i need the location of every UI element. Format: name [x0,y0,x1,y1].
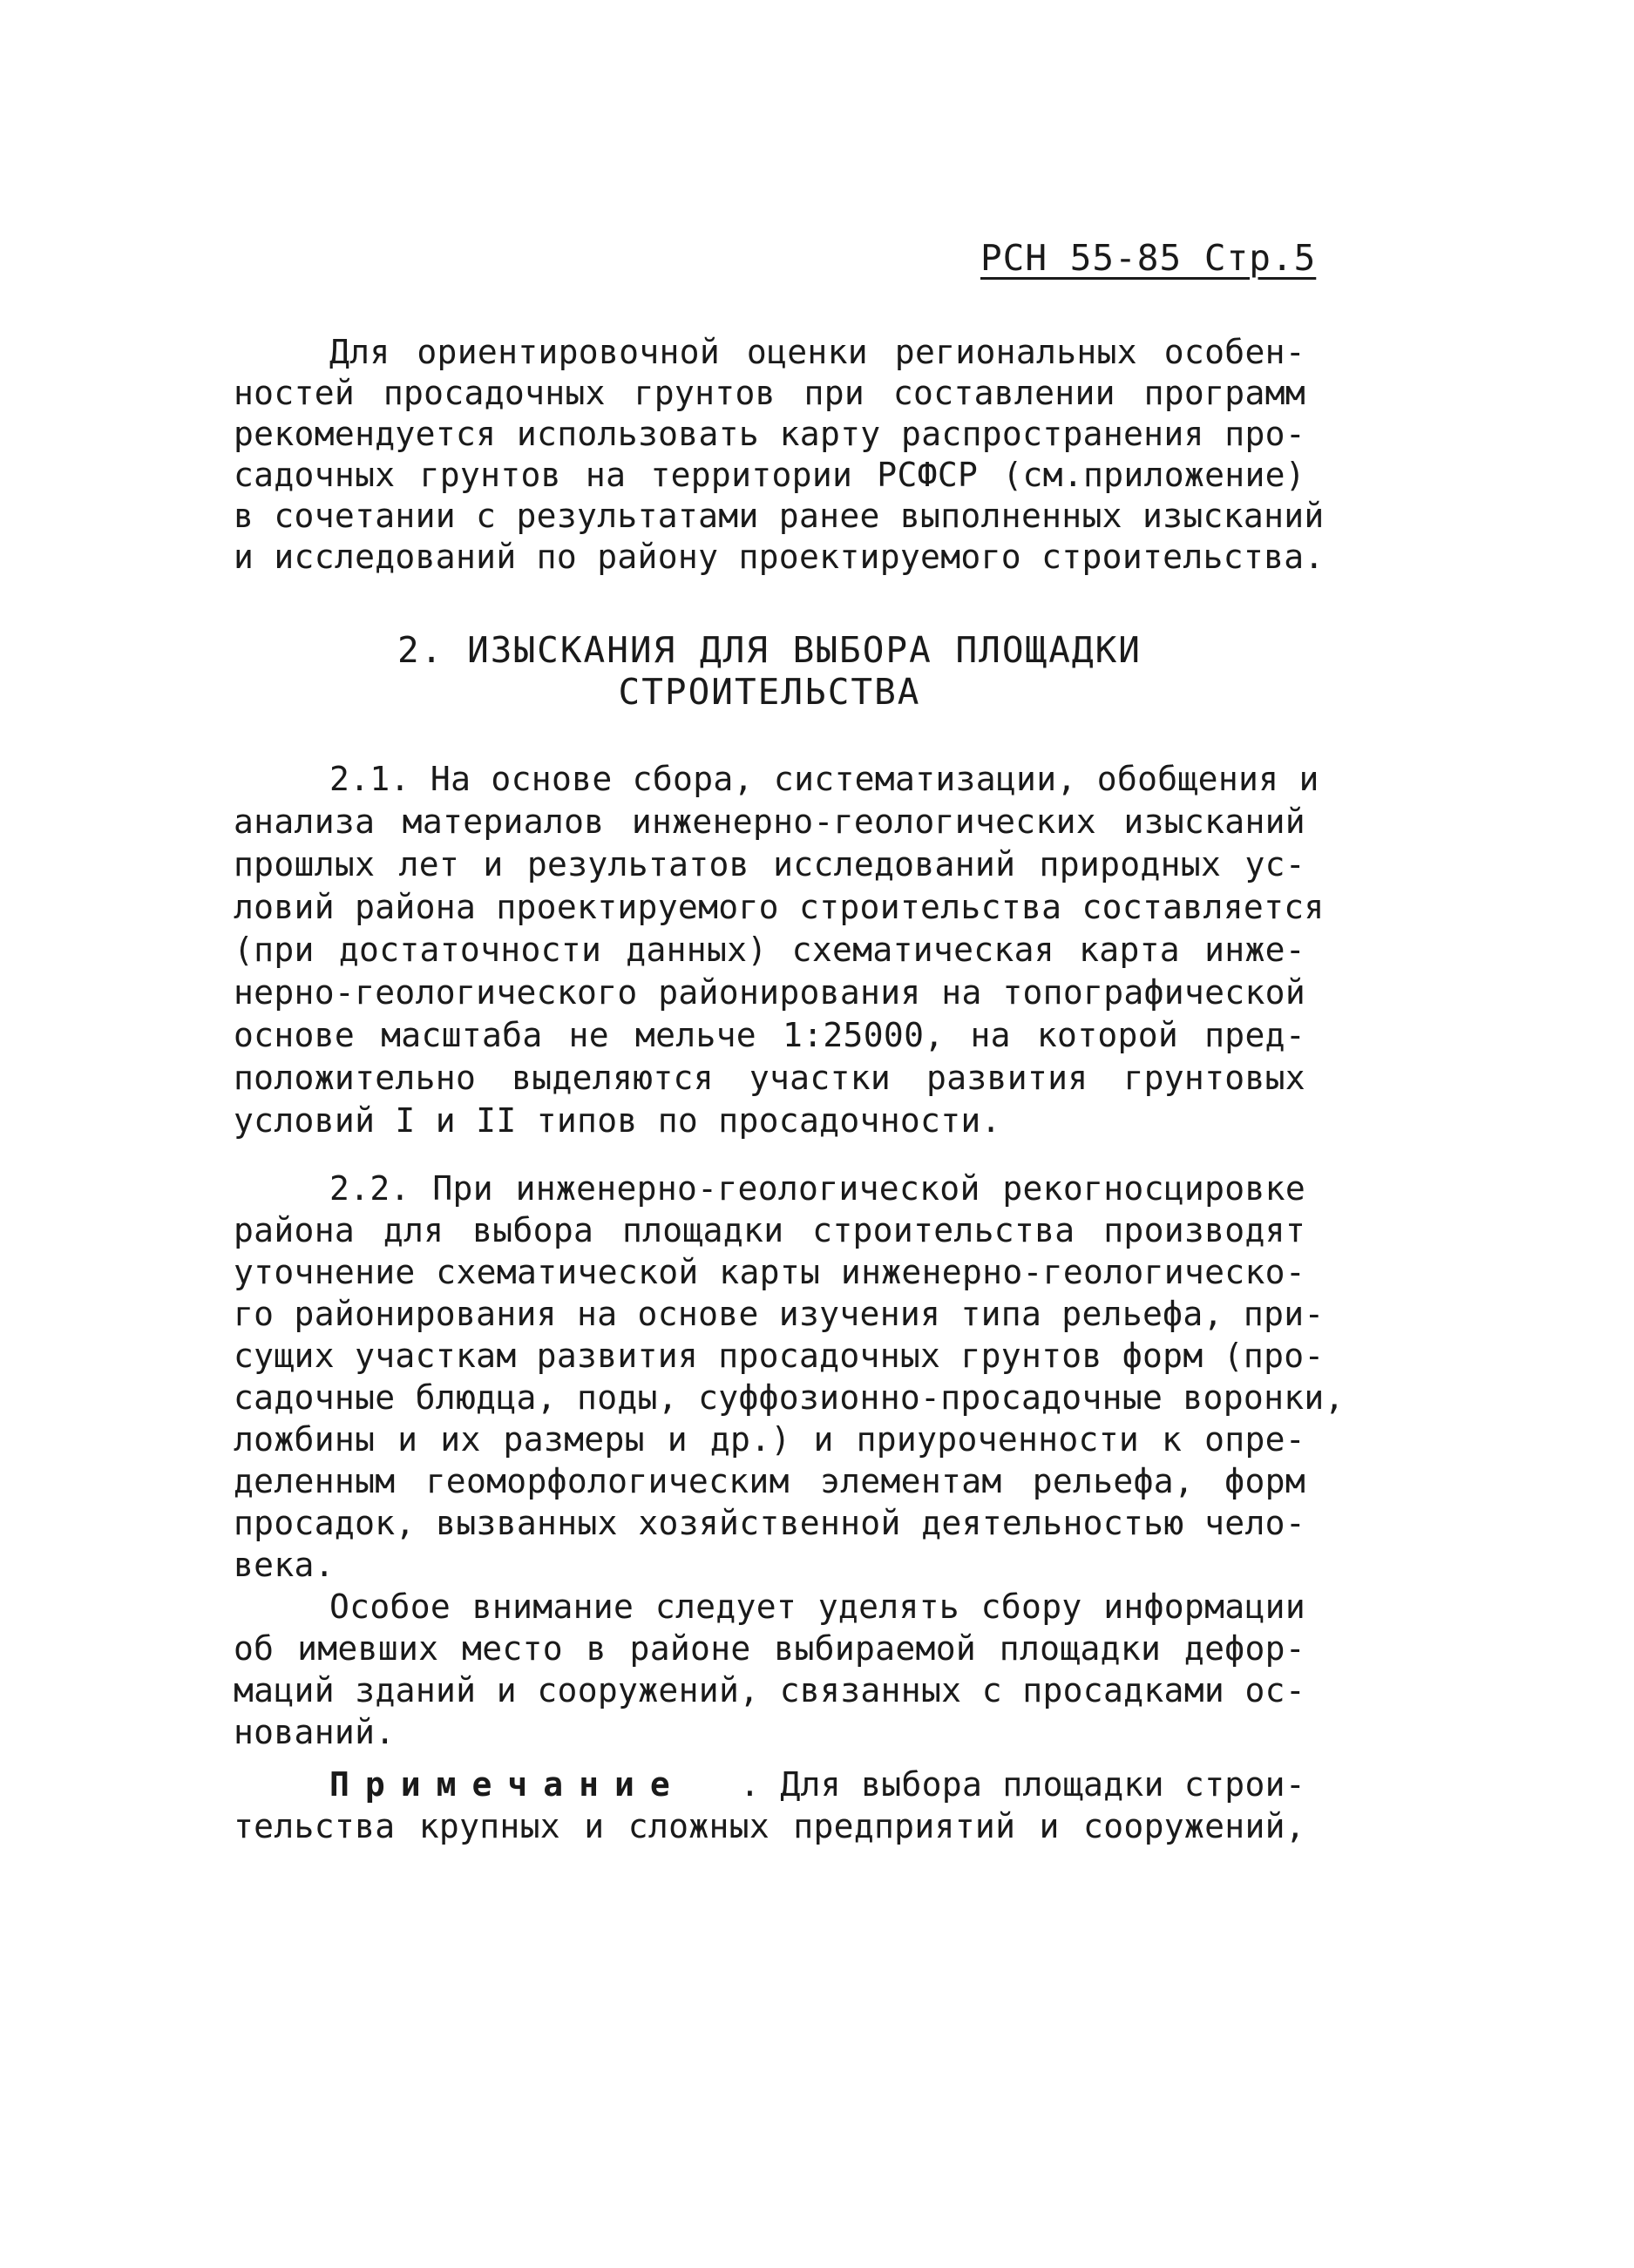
p22-line: го районирования на основе изучения типа рельефа, при- [234,1295,1325,1333]
p21-line: основе масштаба не мельче 1:25000, на которой пред- [234,1016,1305,1054]
p21-line: ловий района проектируемого строительства составляется [234,888,1325,926]
p21-line: прошлых лет и результатов исследований природных ус- [234,845,1305,884]
p22-line: сущих участкам развития просадочных грунтов форм (про- [234,1337,1325,1375]
p22-line: деленным геоморфологическим элементам рельефа, форм [234,1462,1305,1500]
intro-line: Для ориентировочной оценки региональных особен- [329,333,1305,371]
page-header-code: РСН 55-85 Стр.5 [980,237,1317,279]
note-line-1 [329,1764,1305,1805]
note-label: Примечание [329,1765,686,1804]
p21-line: положительно выделяются участки развития грунтовых [234,1059,1305,1097]
p23-line: нований. [234,1713,396,1751]
section-title-line1: 2. ИЗЫСКАНИЯ ДЛЯ ВЫБОРА ПЛОЩАДКИ [397,629,1142,671]
p21-line: 2.1. На основе сбора, систематизации, обобщения и [329,760,1319,798]
p22-line: садочные блюдца, поды, суффозионно-просадочные воронки, [234,1378,1345,1417]
p23-line: маций зданий и сооружений, связанных с просадками ос- [234,1671,1305,1709]
intro-line: в сочетании с результатами ранее выполненных изысканий [234,497,1325,535]
p21-line: анализа материалов инженерно-геологических изысканий [234,802,1305,841]
intro-line: рекомендуется использовать карту распространения про- [234,415,1305,453]
p21-line: (при достаточности данных) схематическая карта инже- [234,931,1305,969]
p21-line: нерно-геологического районирования на топографической [234,973,1305,1012]
p22-line: района для выбора площадки строительства производят [234,1211,1305,1249]
p22-line: 2.2. При инженерно-геологической рекогносцировке [329,1169,1305,1208]
p23-line: об имевших место в районе выбираемой площадки дефор- [234,1629,1305,1668]
intro-line: ностей просадочных грунтов при составлении программ [234,374,1305,412]
p22-line: ложбины и их размеры и др.) и приуроченности к опре- [234,1420,1305,1459]
p22-line: века. [234,1546,335,1584]
intro-line: садочных грунтов на территории РСФСР (см.приложение) [234,456,1305,494]
intro-line: и исследований по району проектируемого строительства. [234,538,1325,576]
p22-line: уточнение схематической карты инженерно-геологическо- [234,1253,1305,1291]
note-line-2: тельства крупных и сложных предприятий и сооружений, [234,1807,1305,1845]
note-line1-text: . Для выбора площадки строи- [740,1765,1305,1804]
p22-line: просадок, вызванных хозяйственной деятельностью чело- [234,1504,1305,1542]
section-title-line2: СТРОИТЕЛЬСТВА [618,671,921,713]
p23-line: Особое внимание следует уделять сбору информации [329,1588,1305,1626]
p21-line: условий I и II типов по просадочности. [234,1101,1001,1140]
